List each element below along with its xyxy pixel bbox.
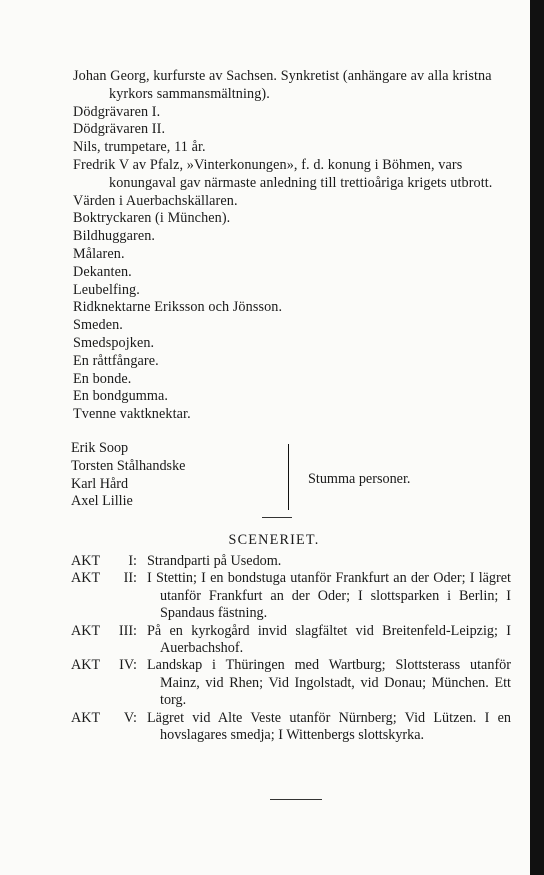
cast-entry: Bildhuggaren.	[73, 228, 156, 245]
act-settings: Landskap i Thüringen med Wartburg; Slottsterass utanför Mainz, vid Rhen; Vid Ingolstadt, vid Donau; München. Ett torg.	[147, 657, 511, 709]
cast-entry: Nils, trumpetare, 11 år.	[73, 139, 206, 156]
cast-entry: Boktryckaren (i München).	[73, 210, 231, 227]
silent-character: Axel Lillie	[71, 493, 133, 510]
act-settings: Lägret vid Alte Veste utanför Nürnberg; Vid Lützen. I en hovslagares smedja; I Wittenbergs slottskyrka.	[147, 709, 511, 744]
act-label: AKT	[71, 709, 101, 726]
cast-entry: En råttfångare.	[73, 352, 159, 369]
cast-entry: Smedspojken.	[73, 334, 155, 351]
cast-entry: Ridknektarne Eriksson och Jönsson.	[73, 299, 283, 316]
cast-entry: Dödgrävaren I.	[73, 103, 161, 120]
cast-entry: Målaren.	[73, 245, 125, 262]
cast-list	[73, 68, 513, 424]
act-number: III:	[118, 622, 137, 639]
silent-characters-names	[71, 440, 185, 511]
cast-entry: Dödgrävaren II.	[73, 121, 166, 138]
act-label: AKT	[71, 622, 101, 639]
act-number: I:	[128, 553, 137, 569]
act-entry	[71, 710, 511, 745]
act-entry	[71, 623, 511, 658]
cast-entry: Tvenne vaktknektar.	[73, 406, 191, 423]
act-settings: På en kyrkogård invid slagfältet vid Breitenfeld-Leipzig; I Auerbachshof.	[147, 622, 511, 657]
silent-character: Erik Soop	[71, 440, 129, 456]
act-settings: Strandparti på Usedom.	[147, 553, 282, 569]
scan-edge-border	[530, 0, 544, 875]
silent-character: Karl Hård	[71, 475, 129, 492]
act-number: V:	[123, 709, 137, 726]
act-entry	[71, 570, 511, 622]
cast-entry: Smeden.	[73, 317, 123, 334]
cast-entry: Värden i Auerbachskällaren.	[73, 192, 238, 209]
section-divider	[262, 517, 292, 518]
act-entry	[71, 553, 511, 570]
act-label: AKT	[71, 570, 101, 587]
silent-characters-label: Stumma personer.	[308, 471, 411, 487]
cast-entry: Fredrik V av Pfalz, »Vinterkonungen», f. d. konung i Böhmen, vars konungaval gav närmaste anledning till trettioåriga krigets utbrott.	[73, 156, 493, 191]
closing-divider	[270, 799, 322, 800]
scenery-heading: SCENERIET.	[228, 532, 320, 548]
grouping-brace	[288, 444, 291, 510]
act-label: AKT	[71, 553, 101, 569]
cast-entry: En bondgumma.	[73, 388, 169, 405]
act-number: IV:	[119, 657, 137, 674]
act-label: AKT	[71, 657, 101, 674]
act-number: II:	[123, 570, 137, 587]
cast-entry: Dekanten.	[73, 263, 132, 280]
act-entry	[71, 657, 511, 709]
cast-entry: Leubelfing.	[73, 281, 140, 298]
silent-character: Torsten Stålhandske	[71, 457, 186, 474]
cast-entry: Johan Georg, kurfurste av Sachsen. Synkretist (anhängare av alla kristna kyrkors sammansmältning).	[73, 68, 492, 102]
scenery-acts	[71, 553, 511, 744]
cast-entry: En bonde.	[73, 370, 132, 387]
silent-characters-group	[71, 440, 511, 512]
act-settings: I Stettin; I en bondstuga utanför Frankfurt an der Oder; I lägret utanför Frankfurt an der Oder; I slottsparken i Berlin; I Spandaus fästning.	[147, 570, 511, 622]
